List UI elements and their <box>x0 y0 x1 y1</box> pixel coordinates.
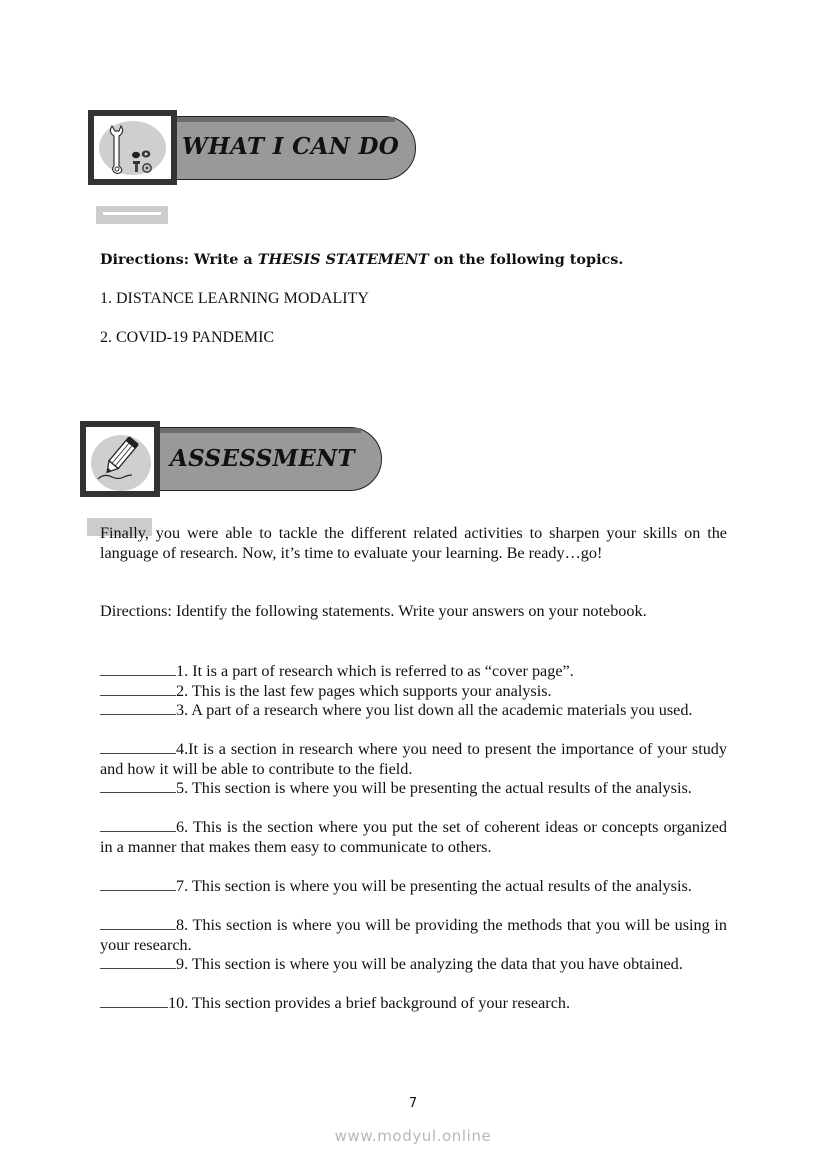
section-marker <box>96 206 168 224</box>
banner-icon-frame <box>88 110 177 185</box>
pencil-icon <box>86 427 154 491</box>
directions-prefix: Directions: Write a <box>100 251 258 268</box>
section-title: ASSESSMENT <box>170 445 355 472</box>
assessment-banner <box>80 421 385 497</box>
assessment-item: 6. This is the section where you put the set of coherent ideas or concepts organized in a manner that makes them easy to communicate to others. <box>100 818 727 856</box>
answer-blank[interactable] <box>100 778 176 793</box>
answer-blank[interactable] <box>100 954 176 969</box>
answer-blank[interactable] <box>100 817 176 832</box>
assessment-item: 5. This section is where you will be presenting the actual results of the analysis. <box>100 778 727 799</box>
assessment-item: 7. This section is where you will be presenting the actual results of the analysis. <box>100 876 727 897</box>
wrench-and-bolts-icon <box>94 116 171 179</box>
assessment-item: 9. This section is where you will be analyzing the data that you have obtained. <box>100 954 727 975</box>
answer-blank[interactable] <box>100 876 176 891</box>
assessment-item: 3. A part of a research where you list down all the academic materials you used. <box>100 700 727 721</box>
assessment-item: 1. It is a part of research which is referred to as “cover page”. <box>100 661 727 682</box>
directions-suffix: on the following topics. <box>428 251 624 268</box>
banner-icon-frame <box>80 421 160 497</box>
answer-blank[interactable] <box>100 681 176 696</box>
assessment-item: 10. This section provides a brief background of your research. <box>100 993 727 1014</box>
directions-emphasis: THESIS STATEMENT <box>257 251 429 268</box>
answer-blank[interactable] <box>100 700 176 715</box>
assessment-intro: Finally, you were able to tackle the different related activities to sharpen your skills on the language of research. Now, it’s time to evaluate your learning. Be ready…go! <box>100 524 727 562</box>
answer-blank[interactable] <box>100 739 176 754</box>
watermark: www.modyul.online <box>334 1127 492 1145</box>
page-number: 7 <box>408 1096 418 1111</box>
answer-blank[interactable] <box>100 993 168 1008</box>
topic-item: 1. DISTANCE LEARNING MODALITY <box>100 290 369 307</box>
assessment-item: 8. This section is where you will be providing the methods that you will be using in your research. <box>100 916 727 954</box>
answer-blank[interactable] <box>100 661 176 676</box>
topic-item: 2. COVID-19 PANDEMIC <box>100 329 275 346</box>
section-title: WHAT I CAN DO <box>182 133 400 160</box>
assessment-item: 4.It is a section in research where you need to present the importance of your study and how it will be able to contribute to the field. <box>100 740 727 778</box>
assessment-directions: Directions: Identify the following statements. Write your answers on your notebook. <box>100 602 647 620</box>
what-i-can-do-banner <box>88 110 418 185</box>
assessment-item: 2. This is the last few pages which supports your analysis. <box>100 681 727 702</box>
directions-thesis <box>100 250 623 270</box>
answer-blank[interactable] <box>100 915 176 930</box>
